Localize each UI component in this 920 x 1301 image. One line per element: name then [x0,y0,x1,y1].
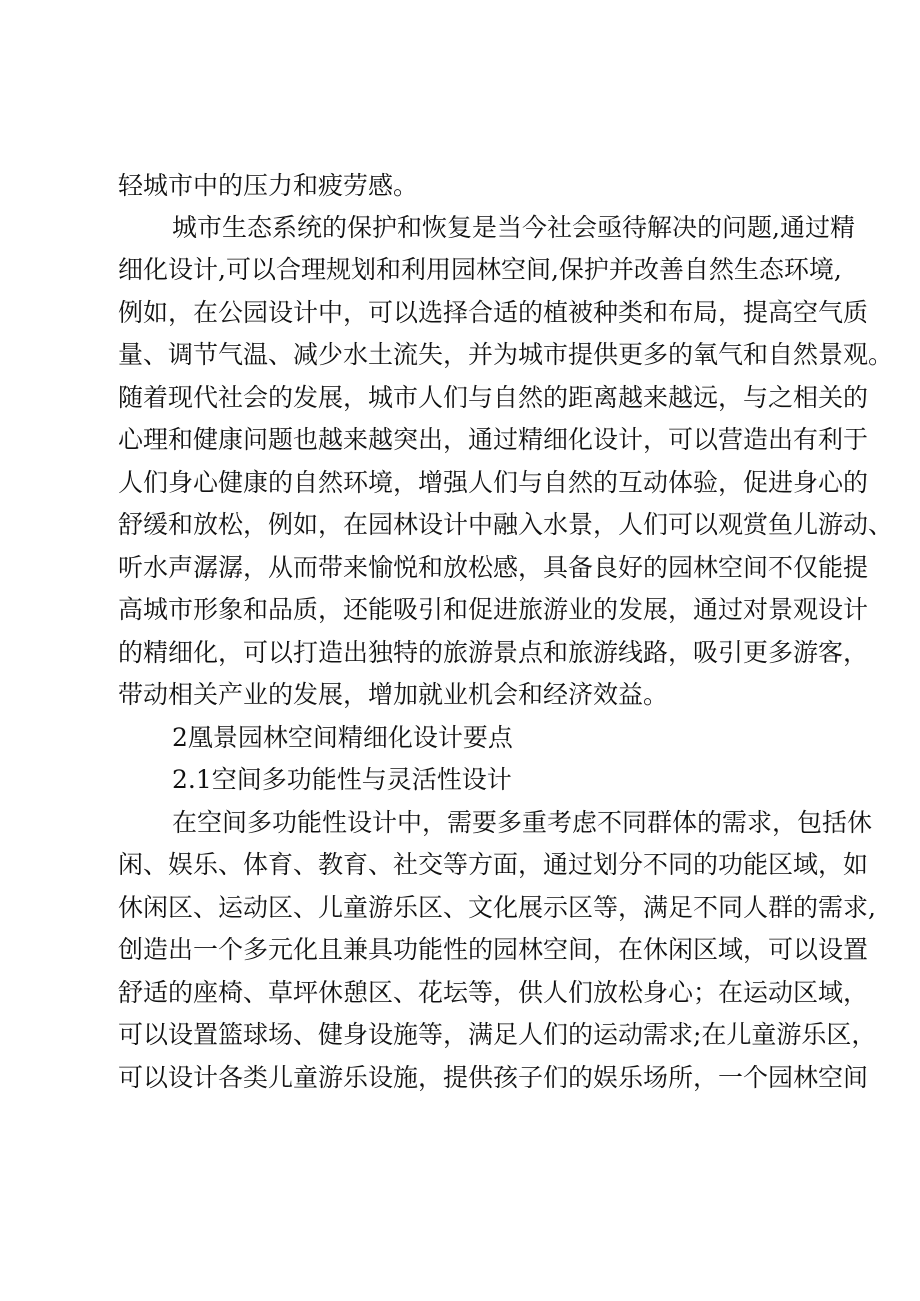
section-heading: 2凰景园林空间精细化设计要点 [172,723,513,752]
text-line: 的精细化，可以打造出独特的旅游景点和旅游线路，吸引更多游客， [118,638,869,667]
text-line: 听水声潺潺，从而带来愉悦和放松感，具备良好的园林空间不仅能提 [118,553,869,582]
text-line: 人们身心健康的自然环境，增强人们与自然的互动体验，促进身心的 [118,468,869,497]
text-line: 量、调节气温、减少水土流失，并为城市提供更多的氧气和自然景观。 [118,340,894,369]
text-line: 细化设计,可以合理规划和利用园林空间,保护并改善自然生态环境, [118,255,842,284]
text-line: 可以设置篮球场、健身设施等，满足人们的运动需求;在儿童游乐区， [118,1020,877,1049]
text-line: 轻城市中的压力和疲劳感。 [118,171,419,200]
text-line: 心理和健康问题也越来越突出，通过精细化设计，可以营造出有利于 [118,425,869,454]
text-line: 舒缓和放松，例如，在园林设计中融入水景，人们可以观赏鱼儿游动、 [118,510,894,539]
text-line: 带动相关产业的发展，增加就业机会和经济效益。 [118,680,669,709]
text-line: 例如，在公园设计中，可以选择合适的植被种类和布局，提高空气质 [118,298,869,327]
paragraph-first-line: 在空间多功能性设计中，需要多重考虑不同群体的需求，包括休 [172,808,873,837]
text-line: 休闲区、运动区、儿童游乐区、文化展示区等，满足不同人群的需求, [118,893,876,922]
paragraph-first-line: 城市生态系统的保护和恢复是当今社会亟待解决的问题,通过精 [172,213,855,242]
text-line: 随着现代社会的发展，城市人们与自然的距离越来越远，与之相关的 [118,383,869,412]
subsection-heading: 2.1空间多功能性与灵活性设计 [172,765,512,794]
text-line: 闲、娱乐、体育、教育、社交等方面，通过划分不同的功能区域，如 [118,850,869,879]
text-line: 可以设计各类儿童游乐设施，提供孩子们的娱乐场所，一个园林空间 [118,1063,869,1092]
text-line: 舒适的座椅、草坪休憩区、花坛等，供人们放松身心；在运动区域， [118,978,869,1007]
text-line: 创造出一个多元化且兼具功能性的园林空间，在休闲区域，可以设置 [118,935,869,964]
text-line: 高城市形象和品质，还能吸引和促进旅游业的发展，通过对景观设计 [118,595,869,624]
